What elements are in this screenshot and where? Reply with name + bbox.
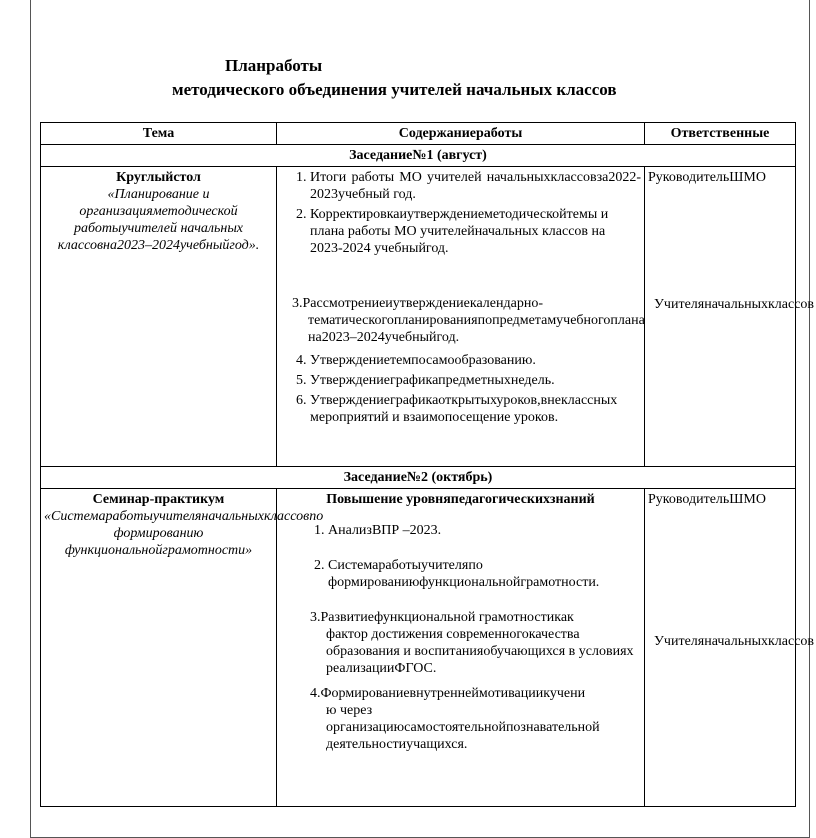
meeting-heading-row [41, 145, 796, 167]
table-header-row [41, 123, 796, 145]
responsible-cell [645, 167, 815, 467]
content-cell [277, 167, 645, 467]
page-title: Планработы [225, 56, 323, 75]
plan-table [40, 122, 815, 807]
content-list [280, 352, 641, 426]
header-topic: Тема [41, 123, 277, 145]
list-item: 3.Развитиефункциональной грамотностикак фактор достижения современногокачества образования и воспитанияобучающихся в условиях реализацииФГОС. [310, 610, 634, 676]
meeting-heading-row [41, 467, 796, 489]
content-list [280, 169, 641, 257]
list-item: 3.Рассмотрениеиутверждениекалендарно- тематическогопланированияпопредметамучебногоплана на2023–2024учебныйгод. [292, 296, 645, 345]
list-item: 4. Утверждениетемпосамообразованию. [310, 352, 641, 369]
list-item: 6. Утверждениеграфикаоткрытыхуроков,внеклассных мероприятий и взаимопосещение уроков. [310, 392, 641, 426]
content-cell [277, 489, 645, 807]
table-row [41, 167, 796, 467]
responsible-1: РуководительШМО [648, 170, 766, 185]
responsible-2: Учителяначальныхклассов [654, 634, 815, 649]
table-row [41, 489, 796, 807]
header-content: Содержаниеработы [277, 123, 645, 145]
header-responsible: Ответственные [645, 123, 796, 145]
topic-cell [41, 167, 277, 467]
meeting-heading: Заседание№1 (август) [41, 145, 796, 167]
responsible-1: РуководительШМО [648, 492, 766, 507]
list-item: 5. Утверждениеграфикапредметныхнедель. [310, 372, 641, 389]
list-item: 1. АнализВПР –2023. [328, 522, 641, 539]
list-item: 4.Формированиевнутреннеймотивациикучени ю через организациюсамостоятельнойпознавательной деятельностиучащихся. [310, 686, 600, 752]
topic-description: «Системаработыучителяначальныхклассовпо формированию функциональнойграмотности» [44, 509, 324, 558]
list-item: 1. Итоги работы МО учителей начальныхклассовза2022-2023учебный год. [310, 169, 641, 203]
topic-description: «Планирование и организацияметодической работыучителей начальных классовна2023–2024учебныйгод». [57, 187, 260, 253]
responsible-2: Учителяначальныхклассов [654, 297, 815, 312]
list-item: 2. Системаработыучителяпо формированиюфункциональнойграмотности. [328, 557, 641, 591]
list-item: 2. Корректировкаиутверждениеметодическойтемы и плана работы МО учителейначальных классов на 2023-2024 учебныйгод. [310, 206, 641, 257]
content-list [280, 522, 641, 591]
content-heading: Повышение уровняпедагогическихзнаний [326, 492, 595, 507]
topic-cell [41, 489, 324, 807]
responsible-cell [645, 489, 815, 807]
topic-title: Семинар-практикум [92, 492, 225, 507]
topic-title: Круглыйстол [116, 170, 201, 185]
meeting-heading: Заседание№2 (октябрь) [41, 467, 796, 489]
page-subtitle: методического объединения учителей начальных классов [172, 80, 617, 99]
